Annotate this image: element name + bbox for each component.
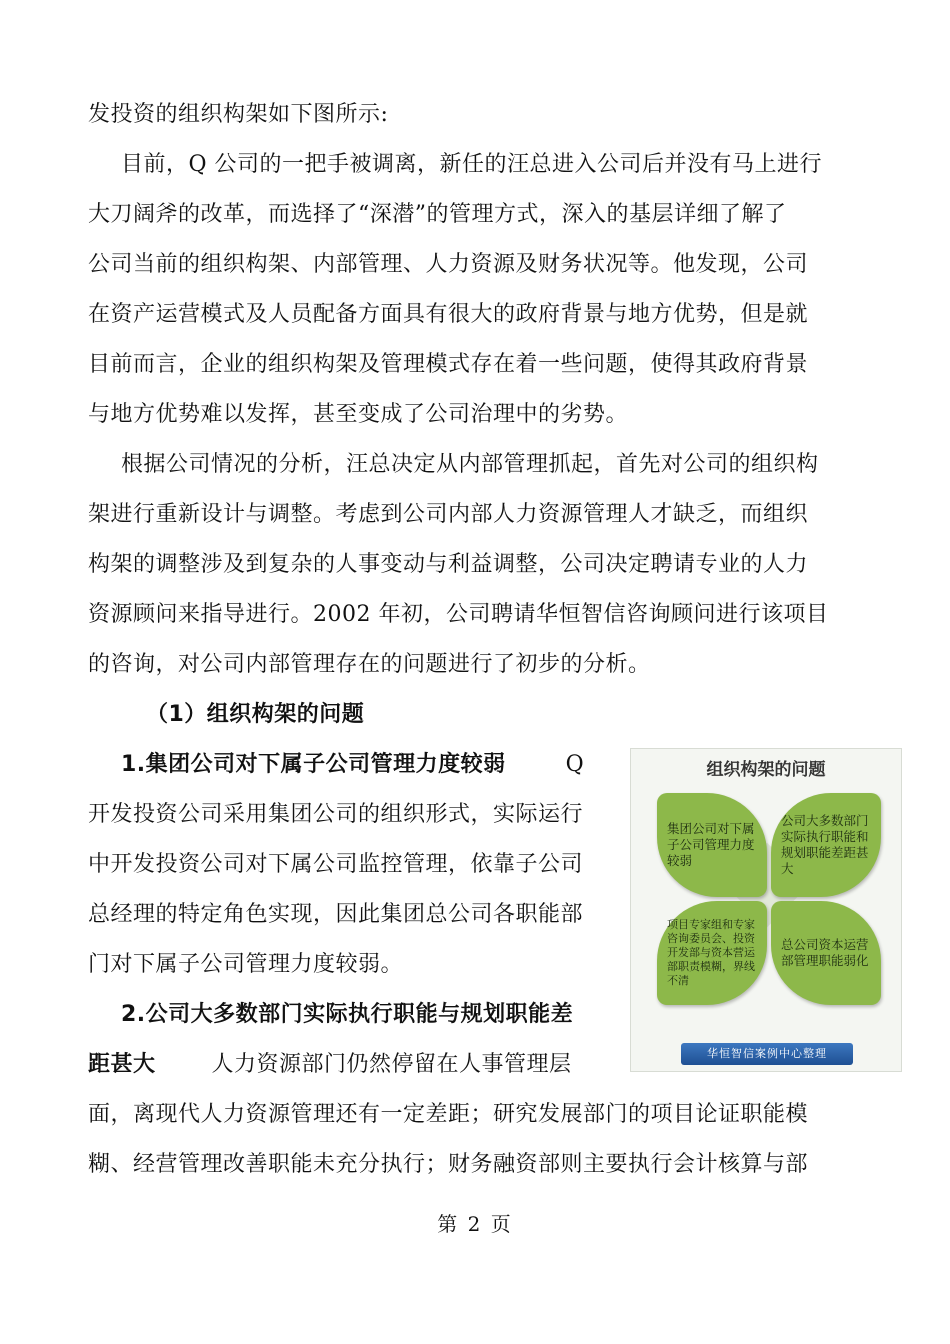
point2-title-line2 <box>88 1050 572 1080</box>
point1-title-tail: Q <box>565 752 585 777</box>
figure-quadrant <box>771 901 881 1005</box>
figure-quadrant <box>771 793 881 897</box>
text-line: 架进行重新设计与调整。考虑到公司内部人力资源管理人才缺乏，而组织 <box>88 502 809 527</box>
point1-title: 1.集团公司对下属子公司管理力度较弱 <box>121 752 506 777</box>
text-line: 构架的调整涉及到复杂的人事变动与利益调整，公司决定聘请专业的人力 <box>88 552 809 577</box>
figure-title: 组织构架的问题 <box>706 760 826 780</box>
point1-title-line <box>121 750 584 780</box>
text-line: 门对下属子公司管理力度较弱。 <box>88 952 404 977</box>
text-line: 根据公司情况的分析，汪总决定从内部管理抓起，首先对公司的组织构 <box>121 452 819 477</box>
text-line: 发投资的组织构架如下图所示: <box>88 102 389 127</box>
text-line: 目前，Q 公司的一把手被调离，新任的汪总进入公司后并没有马上进行 <box>121 152 823 177</box>
page-number: 第 2 页 <box>437 1212 513 1236</box>
text-line: 的咨询，对公司内部管理存在的问题进行了初步的分析。 <box>88 652 651 677</box>
point2-line-tail: 人力资源部门仍然停留在人事管理层 <box>211 1052 572 1077</box>
text-line: 总经理的特定角色实现，因此集团总公司各职能部 <box>88 902 584 927</box>
text-line: 面，离现代人力资源管理还有一定差距；研究发展部门的项目论证职能模 <box>88 1102 809 1127</box>
text-line: 在资产运营模式及人员配备方面具有很大的政府背景与地方优势，但是就 <box>88 302 809 327</box>
text-line: 开发投资公司采用集团公司的组织形式，实际运行 <box>88 802 584 827</box>
text-line: 资源顾问来指导进行。2002 年初，公司聘请华恒智信咨询顾问进行该项目 <box>88 602 829 627</box>
quadrant-text: 集团公司对下属子公司管理力度较弱 <box>667 821 755 868</box>
quadrant-text: 总公司资本运营部管理职能弱化 <box>781 937 869 968</box>
section-heading: （1）组织构架的问题 <box>146 702 365 727</box>
point2-title-continued: 距甚大 <box>88 1052 156 1077</box>
quadrant-text: 项目专家组和专家咨询委员会、投资开发部与资本营运部职责模糊，界线不清 <box>667 918 755 987</box>
text-line: 中开发投资公司对下属公司监控管理，依靠子公司 <box>88 852 584 877</box>
figure-footer: 华恒智信案例中心整理 <box>681 1043 853 1065</box>
figure-quadrant <box>657 793 767 897</box>
text-line: 大刀阔斧的改革，而选择了“深潜”的管理方式，深入的基层详细了解了 <box>88 202 787 227</box>
text-line: 与地方优势难以发挥，甚至变成了公司治理中的劣势。 <box>88 402 629 427</box>
figure-quadrant <box>657 901 767 1005</box>
text-line: 公司当前的组织构架、内部管理、人力资源及财务状况等。他发现，公司 <box>88 252 809 277</box>
quadrant-text: 公司大多数部门实际执行职能和规划职能差距甚大 <box>781 813 869 876</box>
text-line: 糊、经营管理改善职能未充分执行；财务融资部则主要执行会计核算与部 <box>88 1152 809 1177</box>
text-line: 目前而言，企业的组织构架及管理模式存在着一些问题，使得其政府背景 <box>88 352 809 377</box>
org-structure-figure <box>630 748 902 1072</box>
point2-title: 2.公司大多数部门实际执行职能与规划职能差 <box>121 1002 574 1027</box>
